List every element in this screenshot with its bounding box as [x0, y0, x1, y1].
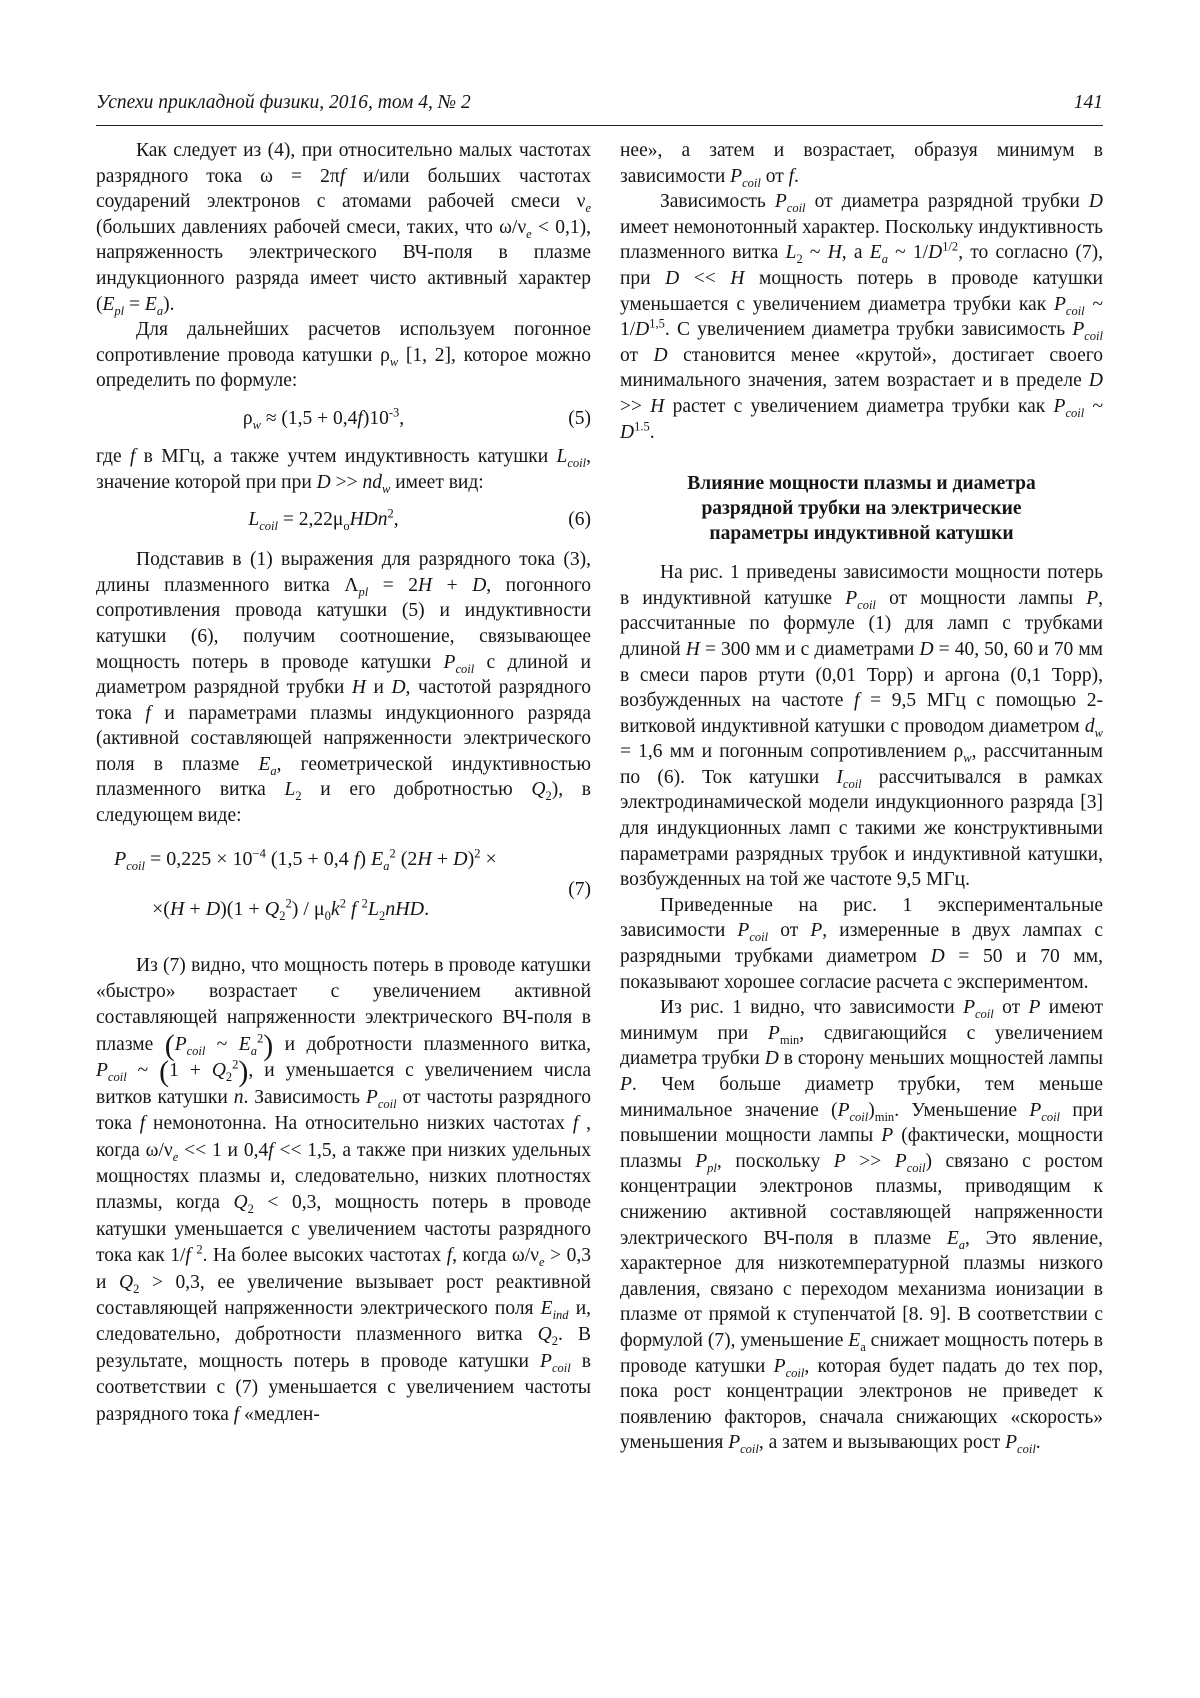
- paragraph: нее», а затем и возрастает, образуя минимум в зависимости $P_{coil}$ от f.: [620, 140, 1103, 190]
- equation-6: $L_{coil} = 2,22\mu_oHDn^2$, (6): [248, 506, 591, 534]
- paragraph: где f в МГц, а также учтем индуктивность катушки $L_{coil}$, значение которой при при $D >> nd_w$ имеет вид:: [96, 445, 591, 496]
- journal-title: Успехи прикладной физики, 2016, том 4, № 2: [96, 92, 471, 113]
- section-heading: Влияние мощности плазмы и диаметра разрядной трубки на электрические параметры индуктивной катушки: [687, 473, 1036, 545]
- paragraph: Зависимость $P_{coil}$ от диаметра разрядной трубки D имеет немонотонный характер. Поскольку индуктивность плазменного витка $L_2$ ~ H, а $E_a$ ~ $1/D^{1/2}$, то согласно (7), при D << H мощность потерь в проводе катушки уменьшается с увеличением диаметра трубки как $P_{coil}$ ~ $1/D^{1,5}$. С увеличением диаметра трубки зависимость $P_{coil}$ от D становится менее «крутой», достигает своего минимального значения, затем возрастает и в пределе D >> H растет с увеличением диаметра трубки как $P_{coil}$ ~ $D^{1.5}$.: [620, 191, 1103, 443]
- paragraph: Из рис. 1 видно, что зависимости $P_{coil}$ от P имеют минимум при $P_{min}$, сдвигающийся с увеличением диаметра трубки D в сторону меньших мощностей лампы P. Чем больше диаметр трубки, тем меньше минимальное значение $(P_{coil})_{min}$. Уменьшение $P_{coil}$ при повышении мощности лампы P (фактически, мощности плазмы $P_{pl}$, поскольку $P >> P_{coil}$) связано с ростом концентрации электронов плазмы, приводящим к снижению активной составляющей напряженности электрического ВЧ-поля в плазме $E_a$, Это явление, характерное для низкотемпературной плазмы низкого давления, связано с переходом механизма ионизации в плазме от прямой к ступенчатой [8. 9]. В соответствии с формулой (7), уменьшение $E_a$ снижает мощность потерь в проводе катушки $P_{coil}$, которая будет падать до тех пор, пока рост концентрации электронов не приведет к появлению факторов, сначала снижающих «скорость» уменьшения $P_{coil}$, а затем и вызывающих рост $P_{coil}$.: [620, 997, 1104, 1457]
- left-column: [96, 138, 591, 1428]
- paragraph: На рис. 1 приведены зависимости мощности потерь в индуктивной катушке $P_{coil}$ от мощности лампы P, рассчитанные по формуле (1) для ламп с трубками длиной H = 300 мм и с диаметрами D = 40, 50, 60 и 70 мм в смеси паров ртути (0,01 Торр) и аргона (0,1 Торр), возбужденных на частоте f = 9,5 МГц с помощью 2-витковой индуктивной катушки с проводом диаметром $d_w = 1,6$ мм и погонным сопротивлением $\rho_w$, рассчитанным по (6). Ток катушки $I_{coil}$ рассчитывался в рамках электродинамической модели индукционного разряда [3] для индукционных ламп с такими же конструктивными параметрами разрядных трубок и индуктивной катушки, возбужденных на той же частоте 9,5 МГц.: [620, 562, 1103, 891]
- header-rule: [96, 125, 1103, 126]
- paragraph: Из (7) видно, что мощность потерь в проводе катушки «быстро» возрастает с увеличением активной составляющей напряженности электрического ВЧ-поля в плазме ($P_{coil}$ ~ $E_a^2$) и добротности плазменного витка, $P_{coil}$ ~ $(1 + Q_2^2)$, и уменьшается с увеличением числа витков катушки n. Зависимость $P_{coil}$ от частоты разрядного тока f немонотонна. На относительно низких частотах f , когда $\omega/\nu_e << 1$ и 0,4f << 1,5, а также при низких удельных мощностях плазмы и, следовательно, низких плотностях плазмы, когда $Q_2 < 0,3$, мощность потерь в проводе катушки уменьшается с увеличением частоты разрядного тока как 1/f $^2$. На более высоких частотах f, когда $\omega/\nu_e > 0,3$ и $Q_2 > 0,3$, ее увеличение вызывает рост реактивной составляющей напряженности электрического поля $E_{ind}$ и, следовательно, добротности плазменного витка $Q_2$. В результате, мощность потерь в проводе катушки $P_{coil}$ в соответствии с (7) уменьшается с увеличением частоты разрядного тока f «медлен-: [96, 954, 592, 1425]
- equation-5: $\rho_w \approx (1,5 + 0,4f)10^{-3}$, (5): [242, 405, 591, 432]
- paragraph: Приведенные на рис. 1 экспериментальные зависимости $P_{coil}$ от P, измеренные в двух лампах с разрядными трубками диаметром D = 50 и 70 мм, показывают хорошее согласие расчета с экспериментом.: [620, 894, 1104, 993]
- equation-number: (6): [568, 509, 591, 531]
- equation-number: (7): [568, 878, 591, 900]
- equation-7: $P_{coil} = 0,225 \times 10^{-4}$ (1,5 + 0,4 f) $E_a^2$ $(2H + D)^2$ × $\times(H + D)(1 + Q_2^2) / \mu_0k^2$ f $^2L_2nHD$. (7): [114, 846, 591, 923]
- paragraph: Для дальнейших расчетов используем погонное сопротивление провода катушки $\rho_w$ [1, 2], которое можно определить по формуле:: [96, 319, 591, 392]
- right-column: [620, 138, 1103, 1456]
- equation-number: (5): [568, 407, 591, 429]
- running-header: [96, 92, 1103, 122]
- page-number: 141: [1073, 92, 1103, 113]
- paragraph: Подставив в (1) выражения для разрядного тока (3), длины плазменного витка $\Lambda_{pl} = 2H + D$, погонного сопротивления провода катушки (5) и индуктивности катушки (6), получим соотношение, связывающее мощность потерь в проводе катушки $P_{coil}$ с длиной и диаметром разрядной трубки H и D, частотой разрядного тока f и параметрами плазмы индукционного разряда (активной составляющей напряженности электрического поля в плазме $E_a$, геометрической индуктивностью плазменного витка $L_2$ и его добротностью $Q_2$), в следующем виде:: [96, 549, 592, 827]
- paragraph: Как следует из (4), при относительно малых частотах разрядного тока ω = 2πf и/или больших частотах соударений электронов с атомами рабочей смеси $\nu_e$ (больших давлениях рабочей смеси, таких, что $\omega/\nu_e < 0,1$), напряженность электрического ВЧ-поля в плазме индукционного разряда имеет чисто активный характер $(E_{pl} = E_a)$.: [96, 140, 591, 318]
